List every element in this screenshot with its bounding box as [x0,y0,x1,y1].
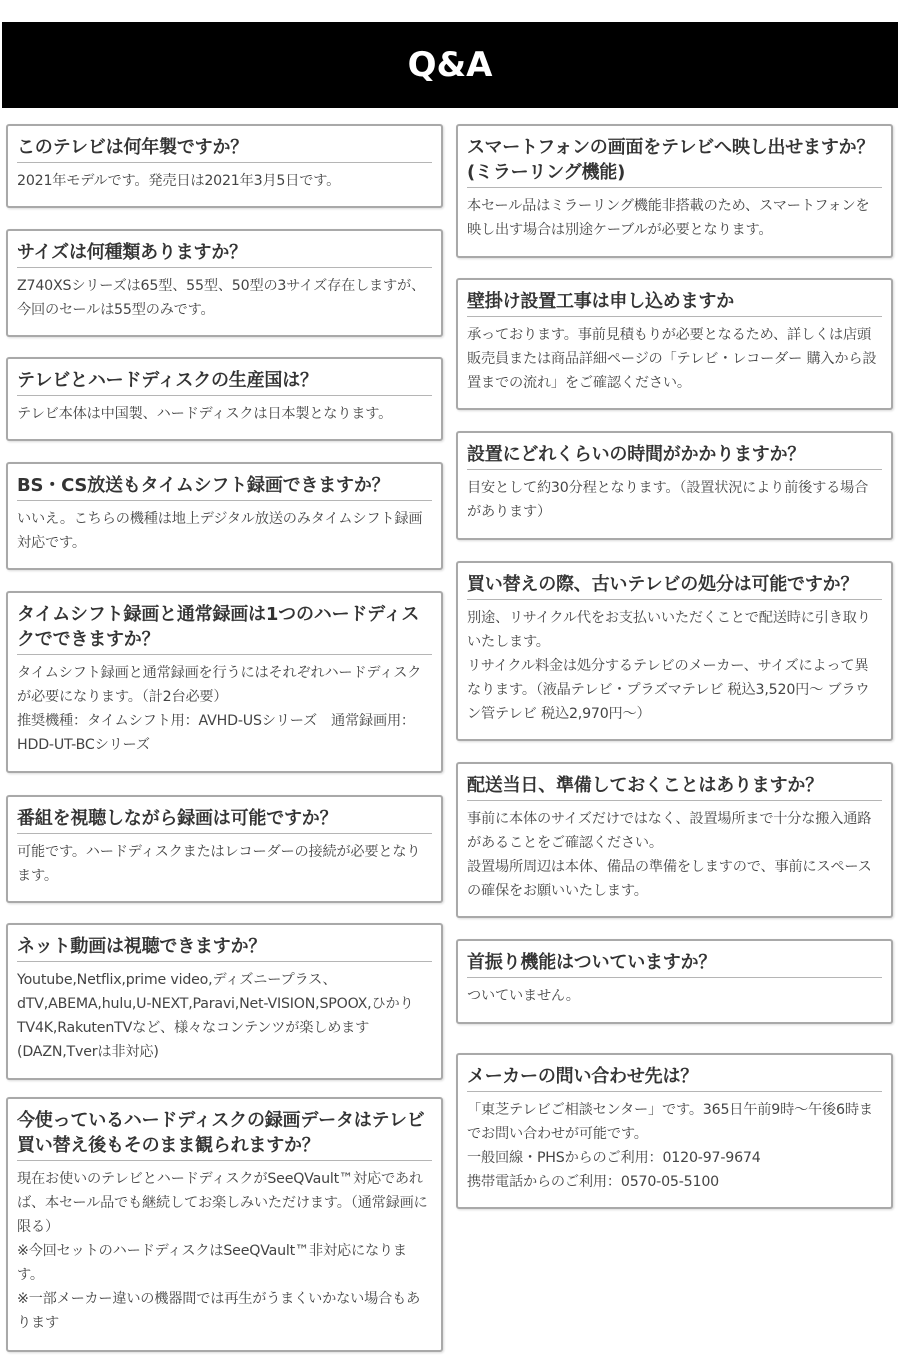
question: 配送当日、準備しておくことはありますか？ [467,773,882,801]
question: 設置にどれくらいの時間がかかりますか？ [467,442,882,470]
question: ネット動画は視聴できますか？ [17,934,432,962]
answer: Z740XSシリーズは65型、55型、50型の3サイズ存在しますが、今回のセールは55型のみです。 [17,278,426,318]
qa-card [6,1097,443,1352]
qa-card [6,124,443,208]
question: 番組を視聴しながら録画は可能ですか？ [17,806,432,834]
question: テレビとハードディスクの生産国は？ [17,368,432,396]
qa-card [456,431,893,540]
qa-header [2,22,898,108]
question: 今使っているハードディスクの録画データはテレビ買い替え後もそのまま観られますか？ [17,1108,432,1161]
answer: 事前に本体のサイズだけではなく、設置場所まで十分な搬入通路があることをご確認ください。 設置場所周辺は本体、備品の準備をしますので、事前にスペースの確保をお願いいたします。 [467,811,872,899]
answer: 本セール品はミラーリング機能非搭載のため、スマートフォンを映し出す場合は別途ケーブルが必要となります。 [467,198,870,238]
qa-card [6,923,443,1080]
answer: テレビ本体は中国製、ハードディスクは日本製となります。 [17,406,393,422]
qa-card [456,939,893,1024]
qa-card [6,462,443,570]
qa-card [6,591,443,773]
qa-card [6,795,443,903]
answer: ついていません。 [467,988,580,1004]
answer: 「東芝テレビご相談センター」です。365日午前9時～午後6時までお問い合わせが可能です。 一般回線・PHSからのご利用：0120-97-9674 携帯電話からのご利用：0570-05-5100 [467,1102,873,1190]
answer: 別途、リサイクル代をお支払いいただくことで配送時に引き取りいたします。 リサイクル料金は処分するテレビのメーカー、サイズによって異なります。（液晶テレビ・プラズマテレビ 税込3,520円～ ブラウン管テレビ 税込2,970円～） [467,610,871,722]
question: タイムシフト録画と通常録画は1つのハードディスクでできますか？ [17,602,432,655]
answer: 目安として約30分程となります。（設置状況により前後する場合があります） [467,480,869,520]
qa-card [6,229,443,337]
answer: 可能です。ハードディスクまたはレコーダーの接続が必要となります。 [17,844,421,884]
answer: 承っております。事前見積もりが必要となるため、詳しくは店頭販売員または商品詳細ページの「テレビ・レコーダー 購入から設置までの流れ」をご確認ください。 [467,327,877,391]
answer: Youtube,Netflix,prime video,ディズニープラス、dTV,ABEMA,hulu,U-NEXT,Paravi,Net-VISION,SPOOX,ひかりTV4K,RakutenTVなど、様々なコンテンツが楽しめます(DAZN,Tverは非対応) [17,972,414,1060]
qa-card [456,561,893,741]
question: 首振り機能はついていますか？ [467,950,882,978]
qa-card [456,124,893,258]
qa-card [456,278,893,410]
question: サイズは何種類ありますか？ [17,240,432,268]
question: 壁掛け設置工事は申し込めますか [467,289,882,317]
page-title: Q&A [407,45,493,85]
qa-card [456,762,893,918]
qa-card [6,357,443,441]
question: スマートフォンの画面をテレビへ映し出せますか？(ミラーリング機能) [467,135,882,188]
question: メーカーの問い合わせ先は？ [467,1064,882,1092]
question: 買い替えの際、古いテレビの処分は可能ですか？ [467,572,882,600]
answer: 現在お使いのテレビとハードディスクがSeeQVault™対応であれば、本セール品でも継続してお楽しみいただけます。（通常録画に限る） ※今回セットのハードディスクはSeeQVault™非対応になります。 ※一部メーカー違いの機器間では再生がうまくいかない場合もあります [17,1171,428,1331]
qa-card [456,1053,893,1209]
question: このテレビは何年製ですか？ [17,135,432,163]
answer: タイムシフト録画と通常録画を行うにはそれぞれハードディスクが必要になります。（計2台必要） 推奨機種：タイムシフト用：AVHD-USシリーズ 通常録画用：HDD-UT-BCシリーズ [17,665,422,753]
answer: 2021年モデルです。発売日は2021年3月5日です。 [17,173,341,189]
answer: いいえ。こちらの機種は地上デジタル放送のみタイムシフト録画対応です。 [17,511,423,551]
question: BS・CS放送もタイムシフト録画できますか？ [17,473,432,501]
